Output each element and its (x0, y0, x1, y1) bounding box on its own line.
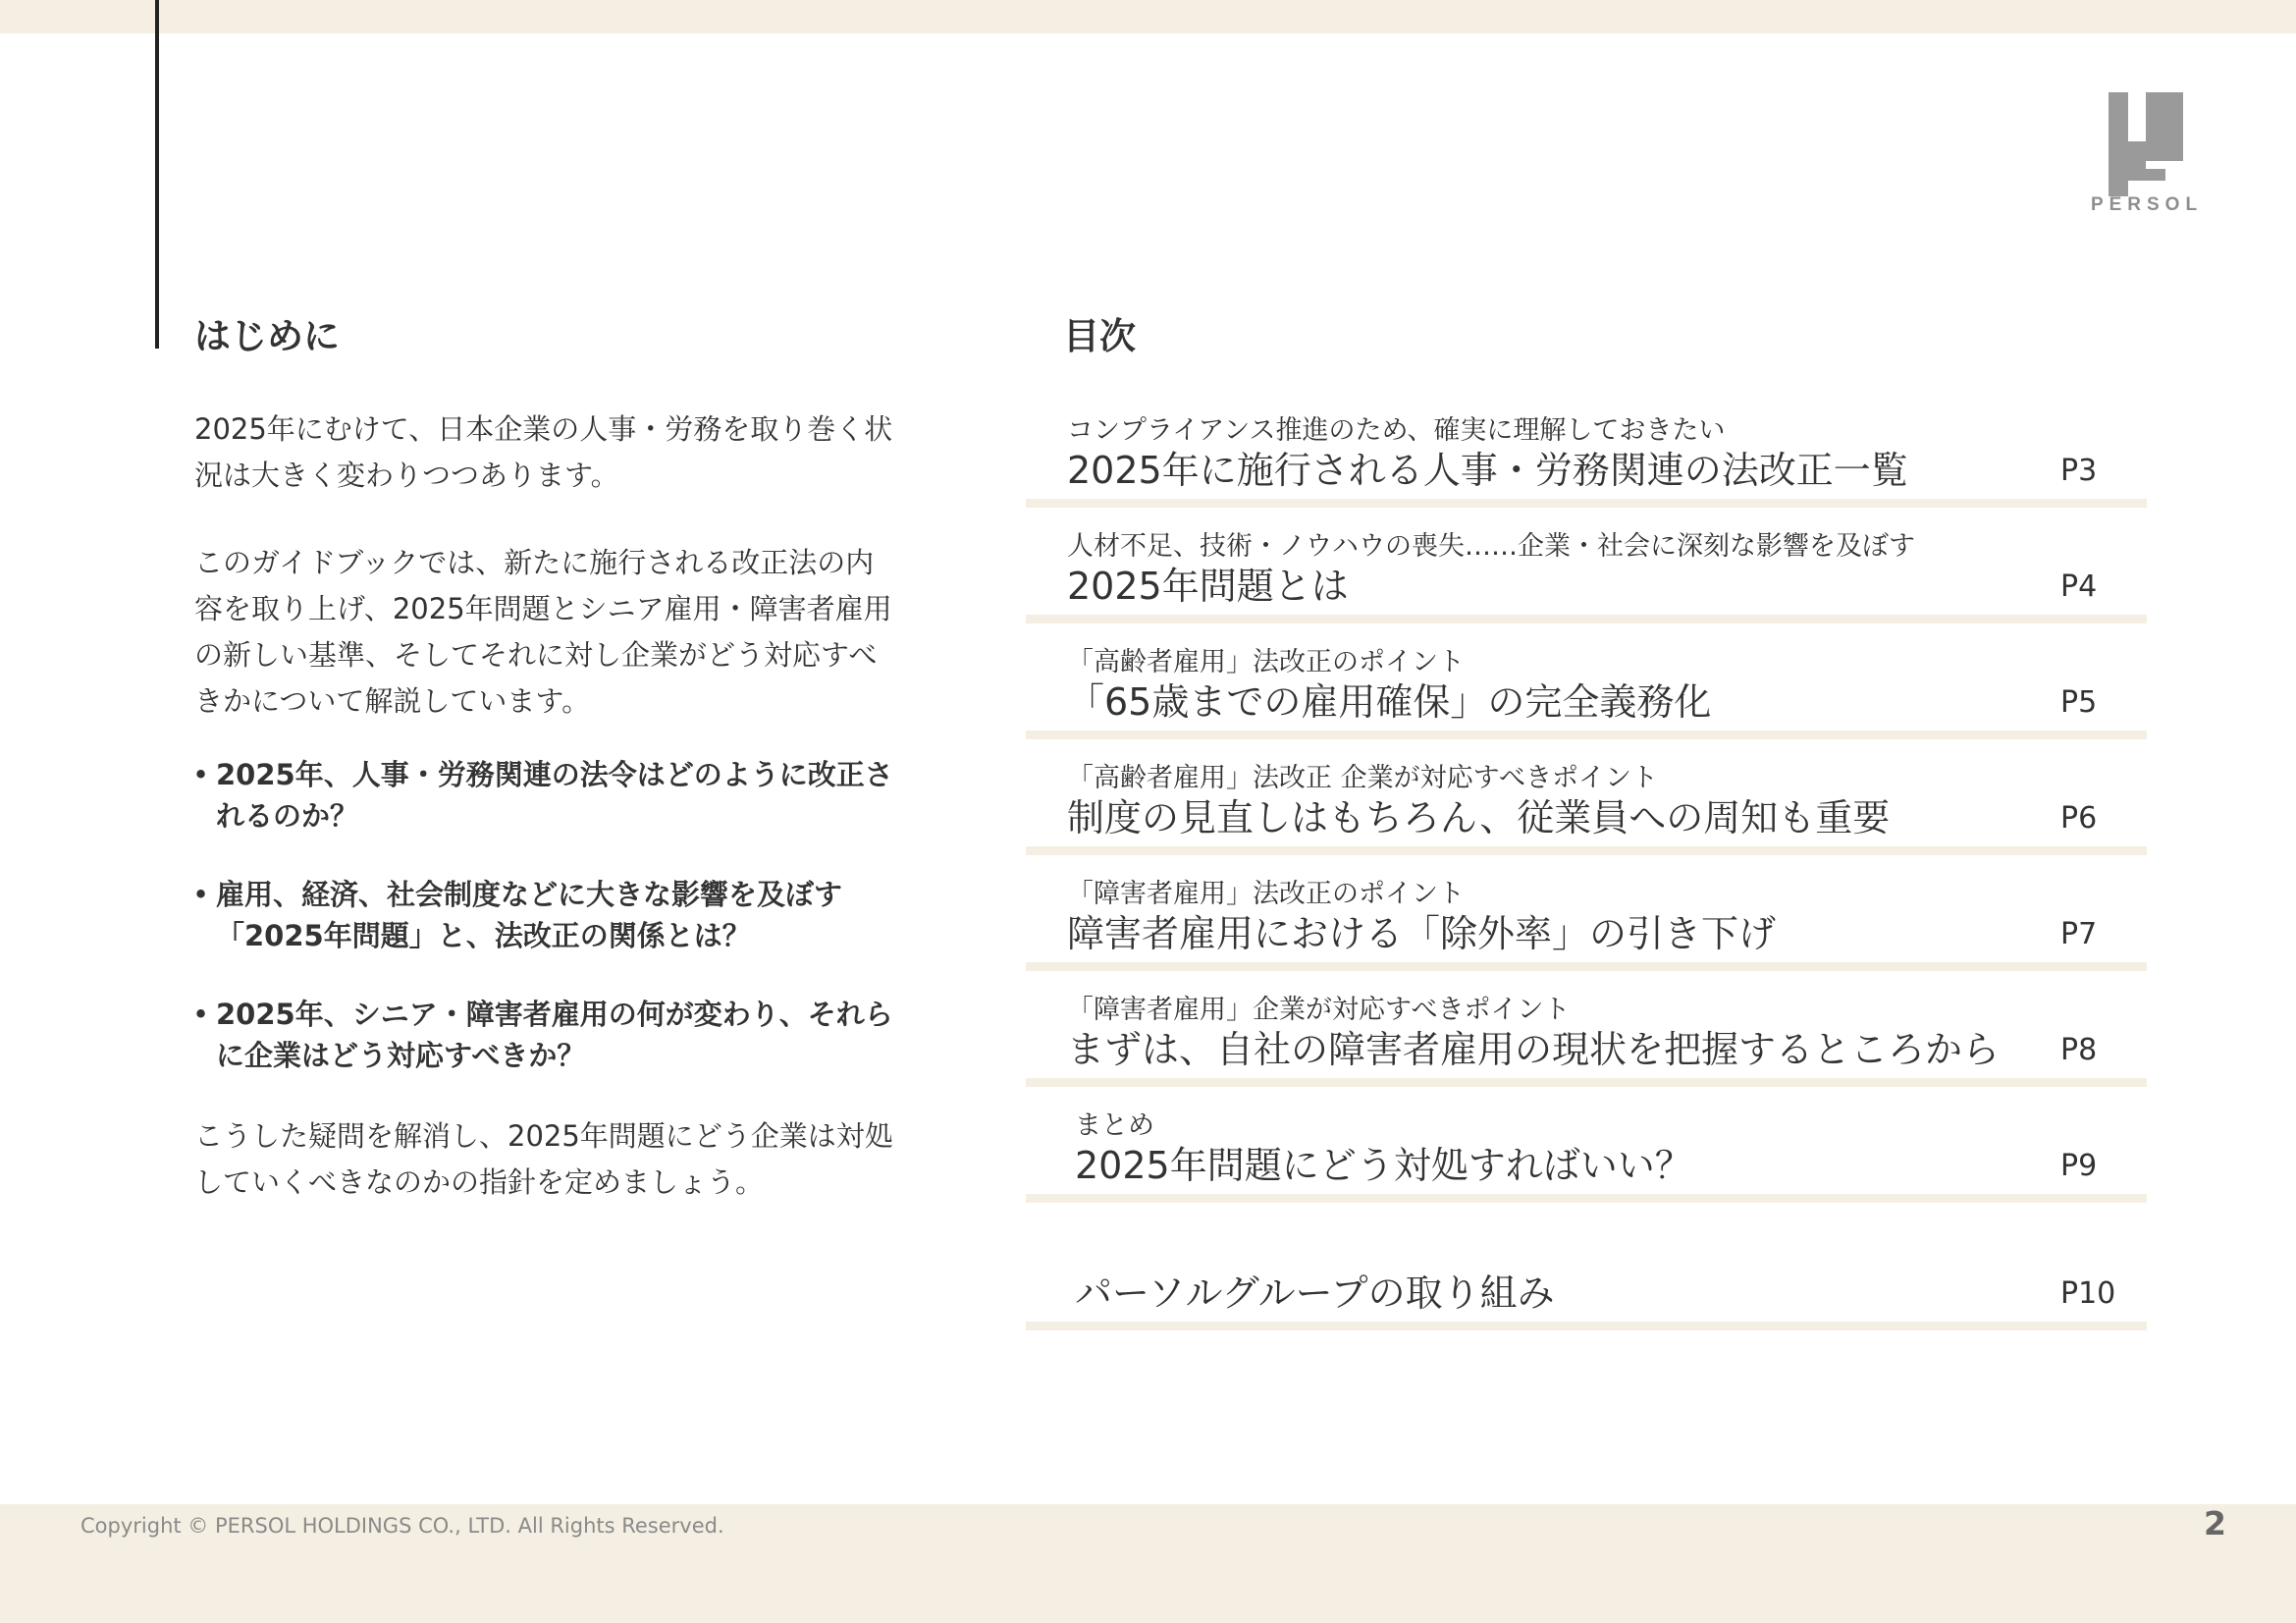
toc-divider (1026, 962, 2147, 971)
toc-divider (1026, 1078, 2147, 1087)
toc-page-number: P8 (2060, 1033, 2098, 1067)
toc-item-p8[interactable]: 「障害者雇用」企業が対応すべきポイント まずは、自社の障害者雇用の現状を把握するところから P8 (1026, 982, 2147, 1098)
question-item: • 雇用、経済、社会制度などに大きな影響を及ぼす 「2025年問題」と、法改正の関係とは？ (192, 874, 938, 956)
logo-text: PERSOL (2090, 194, 2204, 215)
toc-page-number: P4 (2060, 569, 2098, 604)
toc-divider (1026, 615, 2147, 623)
top-band (0, 0, 2296, 33)
question-list (192, 754, 938, 1113)
intro-title: はじめに (194, 315, 340, 357)
toc-page-number: P5 (2060, 685, 2098, 720)
copyright-text: Copyright © PERSOL HOLDINGS CO., LTD. All Rights Reserved. (80, 1514, 724, 1538)
toc-page-number: P6 (2060, 801, 2098, 836)
question-item: • 2025年、人事・労務関連の法令はどのように改正さ れるのか？ (192, 754, 938, 837)
intro-paragraph-2: このガイドブックでは、新たに施行される改正法の内 容を取り上げ、2025年問題とシニア雇用・障害者雇用 の新しい基準、そしてそれに対し企業がどう対応すべ きかについて解説しています。 (194, 546, 892, 718)
page-number: 2 (2204, 1504, 2226, 1542)
toc-divider (1026, 1194, 2147, 1203)
toc-item-p6[interactable]: 「高齢者雇用」法改正 企業が対応すべきポイント 制度の見直しはもちろん、従業員への周知も重要 P6 (1026, 750, 2147, 866)
toc-item-p7[interactable]: 「障害者雇用」法改正のポイント 障害者雇用における「除外率」の引き下げ P7 (1026, 866, 2147, 982)
intro-paragraph-1: 2025年にむけて、日本企業の人事・労務を取り巻く状 況は大きく変わりつつあります。 (194, 412, 893, 492)
toc-title: 目次 (1063, 315, 1136, 357)
toc-page-number: P9 (2060, 1149, 2098, 1183)
question-item: • 2025年、シニア・障害者雇用の何が変わり、それら に企業はどう対応すべきか？ (192, 994, 938, 1076)
toc-page-number: P3 (2060, 454, 2098, 488)
toc-divider (1026, 499, 2147, 508)
toc-item-p10[interactable]: パーソルグループの取り組み P10 (1026, 1214, 2147, 1329)
left-accent-line (155, 0, 159, 349)
toc-divider (1026, 1322, 2147, 1330)
toc-item-p9[interactable]: まとめ 2025年問題にどう対処すればいい？ P9 (1026, 1098, 2147, 1214)
toc-divider (1026, 846, 2147, 855)
toc-item-p4[interactable]: 人材不足、技術・ノウハウの喪失……企業・社会に深刻な影響を及ぼす 2025年問題とは P4 (1026, 518, 2147, 634)
intro-paragraph-3: こうした疑問を解消し、2025年問題にどう企業は対処 していくべきなのかの指針を定めましょう。 (194, 1119, 893, 1199)
toc-divider (1026, 730, 2147, 739)
toc-page-number: P10 (2060, 1276, 2116, 1311)
toc-page-number: P7 (2060, 917, 2098, 951)
toc-item-p3[interactable]: コンプライアンス推進のため、確実に理解しておきたい 2025年に施行される人事・労務関連の法改正一覧 P3 (1026, 403, 2147, 518)
toc-item-p5[interactable]: 「高齢者雇用」法改正のポイント 「65歳までの雇用確保」の完全義務化 P5 (1026, 634, 2147, 750)
